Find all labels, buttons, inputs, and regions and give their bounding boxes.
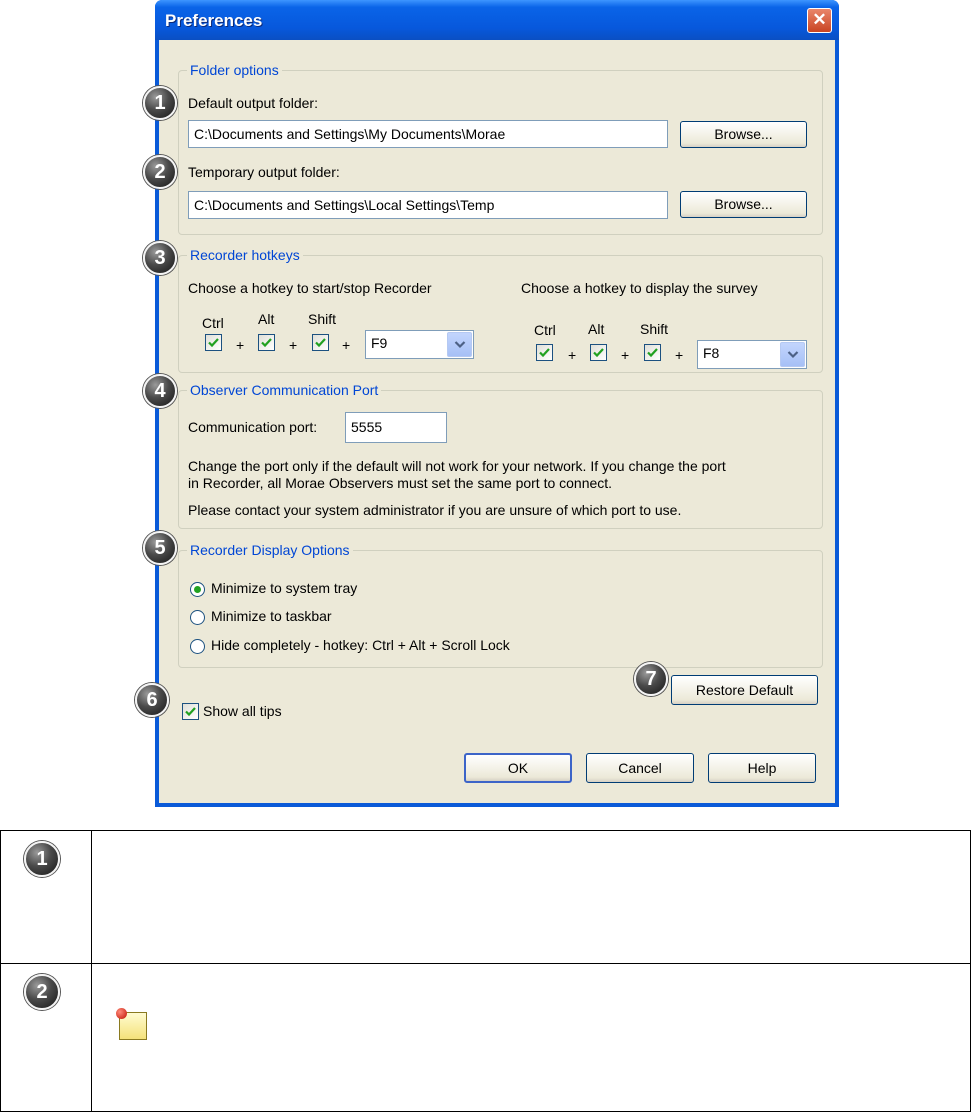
callout-notes-table bbox=[0, 830, 971, 1112]
survey-key-value: F8 bbox=[703, 345, 720, 361]
chevron-down-icon bbox=[787, 350, 799, 359]
port-note-line-3: Please contact your system administrator if you are unsure of which port to use. bbox=[188, 502, 682, 518]
communication-port-label: Communication port: bbox=[188, 419, 318, 435]
close-icon: ✕ bbox=[812, 10, 827, 29]
checkmark-icon bbox=[207, 336, 220, 349]
callout-marker-1: 1 bbox=[143, 86, 177, 120]
checkmark-icon bbox=[260, 336, 273, 349]
survey-hotkey-heading: Choose a hotkey to display the survey bbox=[521, 280, 758, 296]
start-stop-ctrl-label: Ctrl bbox=[202, 315, 224, 331]
default-output-folder-input[interactable]: C:\Documents and Settings\My Documents\Morae bbox=[188, 120, 668, 148]
dropdown-button[interactable] bbox=[447, 332, 472, 357]
survey-key-select[interactable] bbox=[697, 340, 807, 369]
callout-marker-7: 7 bbox=[634, 662, 668, 696]
survey-shift-label: Shift bbox=[640, 321, 669, 337]
folder-options-legend: Folder options bbox=[187, 62, 282, 78]
callout-marker-5: 5 bbox=[143, 531, 177, 565]
show-all-tips-checkbox[interactable] bbox=[182, 703, 199, 720]
window-title: Preferences bbox=[165, 11, 263, 30]
plus-sign: + bbox=[236, 337, 245, 353]
plus-sign: + bbox=[289, 337, 298, 353]
browse-default-button[interactable]: Browse... bbox=[680, 121, 807, 148]
observer-port-legend: Observer Communication Port bbox=[187, 382, 381, 398]
dropdown-button[interactable] bbox=[780, 342, 805, 367]
radio-selected-dot bbox=[194, 586, 201, 593]
plus-sign: + bbox=[621, 347, 630, 363]
start-stop-shift-label: Shift bbox=[308, 311, 337, 327]
table-row bbox=[1, 964, 970, 1112]
start-stop-key-select[interactable] bbox=[365, 330, 474, 359]
cancel-button[interactable]: Cancel bbox=[586, 753, 694, 783]
start-stop-alt-label: Alt bbox=[258, 311, 275, 327]
survey-ctrl-label: Ctrl bbox=[534, 322, 556, 338]
minimize-to-taskbar-radio[interactable] bbox=[190, 610, 205, 625]
close-button[interactable] bbox=[807, 8, 832, 33]
checkmark-icon bbox=[314, 336, 327, 349]
start-stop-alt-checkbox[interactable] bbox=[258, 334, 275, 351]
survey-alt-checkbox[interactable] bbox=[590, 344, 607, 361]
checkmark-icon bbox=[538, 346, 551, 359]
table-row bbox=[1, 831, 970, 963]
minimize-to-tray-label: Minimize to system tray bbox=[211, 580, 358, 596]
callout-marker-4: 4 bbox=[143, 374, 177, 408]
observer-port-group bbox=[178, 382, 823, 529]
communication-port-input[interactable]: 5555 bbox=[345, 412, 447, 443]
display-options-group bbox=[178, 542, 823, 668]
callout-marker-6: 6 bbox=[135, 683, 169, 717]
row-1-marker: 1 bbox=[24, 841, 60, 877]
preferences-dialog bbox=[155, 0, 839, 807]
minimize-to-tray-radio[interactable] bbox=[190, 582, 205, 597]
port-note-line-1: Change the port only if the default will not work for your network. If you change the port bbox=[188, 458, 726, 474]
callout-marker-3: 3 bbox=[143, 241, 177, 275]
default-output-folder-label: Default output folder: bbox=[188, 95, 318, 111]
minimize-to-taskbar-label: Minimize to taskbar bbox=[211, 608, 332, 624]
recorder-hotkeys-legend: Recorder hotkeys bbox=[187, 247, 303, 263]
ok-button[interactable]: OK bbox=[464, 753, 572, 783]
sticky-note-icon bbox=[119, 1012, 147, 1040]
plus-sign: + bbox=[342, 337, 351, 353]
callout-marker-2: 2 bbox=[143, 155, 177, 189]
plus-sign: + bbox=[675, 347, 684, 363]
checkmark-icon bbox=[592, 346, 605, 359]
temporary-output-folder-input[interactable]: C:\Documents and Settings\Local Settings\Temp bbox=[188, 191, 668, 219]
dialog-body bbox=[159, 40, 835, 803]
folder-options-group bbox=[178, 62, 823, 235]
survey-shift-checkbox[interactable] bbox=[644, 344, 661, 361]
row-2-marker: 2 bbox=[24, 974, 60, 1010]
start-stop-shift-checkbox[interactable] bbox=[312, 334, 329, 351]
display-options-legend: Recorder Display Options bbox=[187, 542, 353, 558]
start-stop-ctrl-checkbox[interactable] bbox=[205, 334, 222, 351]
pushpin-icon bbox=[116, 1008, 127, 1019]
hide-completely-label: Hide completely - hotkey: Ctrl + Alt + Scroll Lock bbox=[211, 637, 510, 653]
recorder-hotkeys-group bbox=[178, 247, 823, 373]
start-stop-key-value: F9 bbox=[371, 335, 388, 351]
chevron-down-icon bbox=[454, 340, 466, 349]
title-bar[interactable] bbox=[155, 0, 839, 40]
checkmark-icon bbox=[646, 346, 659, 359]
checkmark-icon bbox=[184, 705, 197, 718]
survey-ctrl-checkbox[interactable] bbox=[536, 344, 553, 361]
survey-alt-label: Alt bbox=[588, 321, 605, 337]
restore-default-button[interactable]: Restore Default bbox=[671, 675, 818, 705]
plus-sign: + bbox=[568, 347, 577, 363]
browse-temporary-button[interactable]: Browse... bbox=[680, 191, 807, 218]
port-note-line-2: in Recorder, all Morae Observers must set the same port to connect. bbox=[188, 475, 613, 491]
help-button[interactable]: Help bbox=[708, 753, 816, 783]
start-stop-hotkey-heading: Choose a hotkey to start/stop Recorder bbox=[188, 280, 432, 296]
hide-completely-radio[interactable] bbox=[190, 639, 205, 654]
temporary-output-folder-label: Temporary output folder: bbox=[188, 164, 340, 180]
show-all-tips-label: Show all tips bbox=[203, 703, 282, 719]
